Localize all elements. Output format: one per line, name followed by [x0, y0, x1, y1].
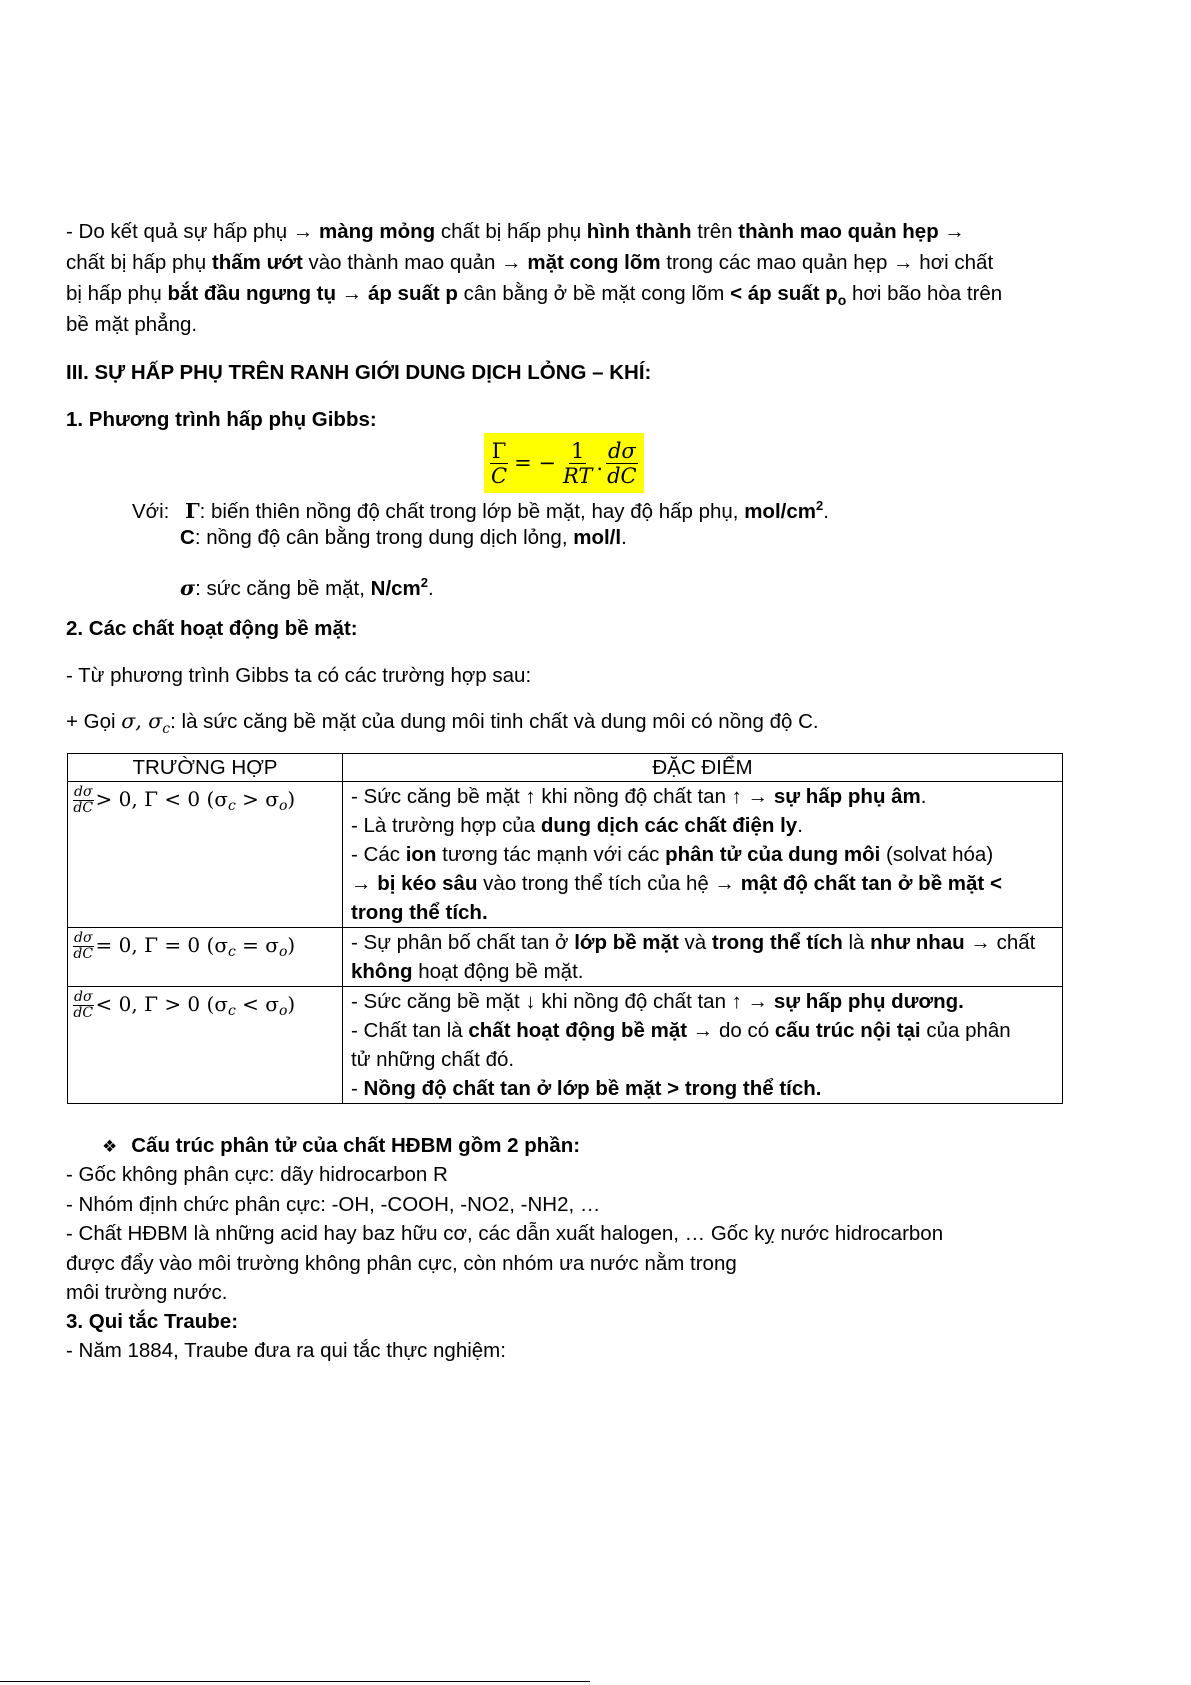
- structure-list: [66, 1160, 1066, 1308]
- feature-line: - Sức căng bề mặt ↓ khi nồng độ chất tan ↑ → sự hấp phụ dương.: [351, 990, 964, 1013]
- text: trên: [691, 220, 739, 243]
- case-cell: $\frac{d\sigma}{dC}$ = 0, Γ = 0 $(\sigma_c = \sigma_o)$: [68, 928, 343, 987]
- text: cân bằng ở bề mặt cong lõm: [457, 282, 731, 305]
- equals-minus: = −: [514, 451, 556, 475]
- traube-intro: - Năm 1884, Traube đưa ra qui tắc thực nghiệm:: [66, 1339, 506, 1362]
- fraction-gamma-c: $\frac{\Gamma}{C}$: [491, 438, 508, 488]
- feature-line: trong thể tích.: [351, 901, 488, 924]
- surfactants-heading: 2. Các chất hoạt động bề mặt:: [66, 617, 358, 640]
- features-cell: [343, 782, 1063, 928]
- surface-tension-table: [67, 753, 1063, 1104]
- text: chất bị hấp phụ: [66, 251, 212, 274]
- bold-text: thành mao quản hẹp: [738, 220, 939, 243]
- list-item: môi trường nước.: [66, 1281, 228, 1304]
- surfactants-intro: - Từ phương trình Gibbs ta có các trường hợp sau:: [66, 664, 532, 687]
- paragraph-capillary-line2: [66, 247, 1066, 278]
- bold-text: màng mỏng: [319, 220, 436, 243]
- feature-line: - Sự phân bố chất tan ở lớp bề mặt và trong thể tích là như nhau → chất: [351, 931, 1036, 954]
- bold-text: áp suất p: [367, 282, 458, 305]
- diamond-bullet-icon: ❖: [102, 1137, 118, 1157]
- features-cell: [343, 928, 1063, 987]
- footer-rule: [0, 1681, 590, 1682]
- list-item: được đẩy vào môi trường không phân cực, còn nhóm ưa nước nằm trong: [66, 1251, 737, 1275]
- bold-text: mặt cong lõm: [527, 251, 661, 274]
- feature-line: tử những chất đó.: [351, 1048, 515, 1071]
- feature-line: - Nồng độ chất tan ở lớp bề mặt > trong thể tích.: [351, 1077, 822, 1100]
- traube-heading: 3. Qui tắc Traube:: [66, 1310, 239, 1333]
- subscript: o: [837, 292, 847, 309]
- text: hơi bão hòa trên: [846, 282, 1003, 305]
- def-sigma: σ: sức căng bề mặt, $N/cm^2$.: [180, 575, 434, 600]
- feature-line: - Sức căng bề mặt ↑ khi nồng độ chất tan ↑ → sự hấp phụ âm.: [351, 785, 927, 808]
- case-cell: $\frac{d\sigma}{dC}$ < 0, Γ > 0 $(\sigma_c < \sigma_o)$: [68, 987, 343, 1104]
- structure-heading: ❖ Cấu trúc phân tử của chất HĐBM gồm 2 phần:: [102, 1134, 581, 1157]
- table-header-row: [68, 754, 1063, 782]
- text: →: [938, 220, 965, 243]
- dot-operator: .: [596, 451, 604, 475]
- bold-text: thấm ướt: [211, 251, 303, 274]
- text: bị hấp phụ: [66, 282, 168, 305]
- surfactants-call: + Gọi σ, $\sigma_c$: là sức căng bề mặt của dung môi tinh chất và dung môi có nồng độ C.: [66, 709, 819, 738]
- features-cell: [343, 987, 1063, 1104]
- text: →: [336, 282, 368, 305]
- gibbs-heading: 1. Phương trình hấp phụ Gibbs:: [66, 408, 377, 431]
- table-row: [68, 782, 1063, 928]
- table-row: [68, 987, 1063, 1104]
- def-c: C: nồng độ cân bằng trong dung dịch lỏng, mol/l.: [180, 526, 627, 549]
- bold-text: bắt đầu ngưng tụ: [167, 282, 337, 305]
- table-row: [68, 928, 1063, 987]
- column-header-case: TRƯỜNG HỢP: [68, 754, 343, 782]
- def-gamma: Với: Γ: biến thiên nồng độ chất trong lớp bề mặt, hay độ hấp phụ, mol/$cm^2$.: [132, 498, 829, 523]
- feature-line: - Là trường hợp của dung dịch các chất điện ly.: [351, 814, 803, 837]
- list-item: - Nhóm định chức phân cực: -OH, -COOH, -NO2, -NH2, …: [66, 1192, 601, 1216]
- gibbs-formula: [484, 433, 644, 493]
- feature-line: không hoạt động bề mặt.: [351, 960, 584, 983]
- text: trong các mao quản hẹp → hơi chất: [660, 251, 994, 274]
- fraction-one-rt: $\frac{1}{RT}$: [562, 438, 593, 488]
- bold-text: < áp suất p: [730, 282, 838, 305]
- paragraph-capillary-line4: bề mặt phẳng.: [66, 313, 198, 336]
- fraction-dsigma-dc: $\frac{d\sigma}{dC}$: [607, 438, 637, 488]
- text: - Do kết quả sự hấp phụ →: [66, 220, 320, 243]
- paragraph-capillary-line1: [66, 216, 1066, 247]
- text: chất bị hấp phụ: [435, 220, 587, 243]
- feature-line: → bị kéo sâu vào trong thể tích của hệ → mật độ chất tan ở bề mặt <: [351, 872, 1002, 895]
- text: vào thành mao quản →: [302, 251, 528, 274]
- list-item: - Chất HĐBM là những acid hay baz hữu cơ, các dẫn xuất halogen, … Gốc kỵ nước hidrocarbon: [66, 1222, 944, 1245]
- feature-line: - Chất tan là chất hoạt động bề mặt → do có cấu trúc nội tại của phân: [351, 1019, 1011, 1042]
- bold-text: hình thành: [586, 220, 692, 243]
- case-cell: $\frac{d\sigma}{dC}$ > 0, Γ < 0 $(\sigma_c > \sigma_o)$: [68, 782, 343, 928]
- section-heading: III. SỰ HẤP PHỤ TRÊN RANH GIỚI DUNG DỊCH LỎNG – KHÍ:: [66, 361, 652, 384]
- column-header-features: ĐẶC ĐIỂM: [343, 754, 1063, 782]
- feature-line: - Các ion tương tác mạnh với các phân tử của dung môi (solvat hóa): [351, 843, 994, 866]
- list-item: - Gốc không phân cực: dãy hidrocarbon R: [66, 1163, 448, 1186]
